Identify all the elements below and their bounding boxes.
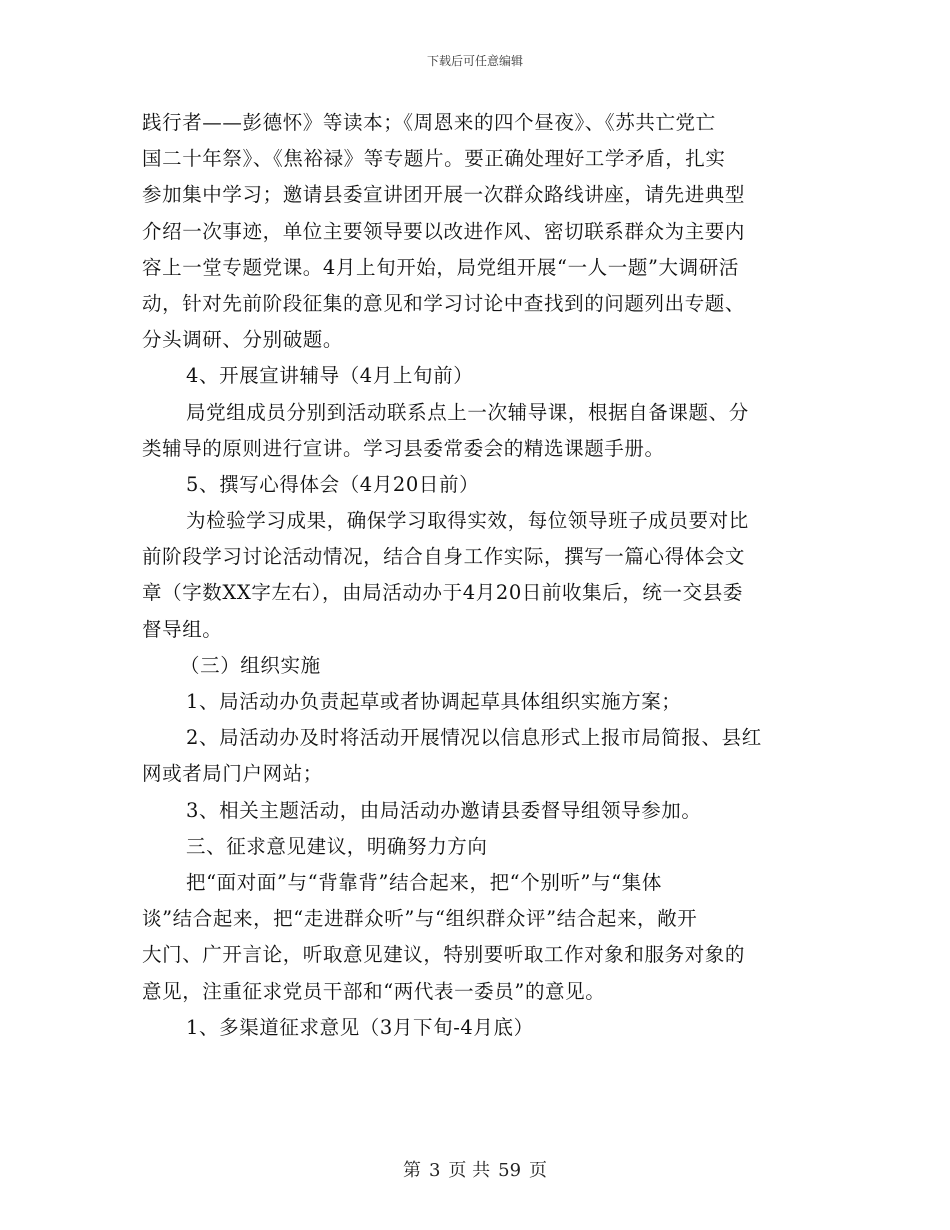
- footer-suffix: 页: [529, 1160, 548, 1181]
- paragraph-line: 践行者——彭德怀》等读本；《周恩来的四个昼夜》、《苏共亡党亡: [142, 111, 716, 134]
- paragraph-line: 意见，注重征求党员干部和“两代表一委员”的意见。: [142, 979, 606, 1003]
- footer-current-page: 3: [428, 1160, 441, 1181]
- paragraph-line: 国二十年祭》、《焦裕禄》等专题片。要正确处理好工学矛盾，扎实: [142, 147, 726, 171]
- footer-middle: 页 共: [448, 1160, 491, 1181]
- paragraph-line: 参加集中学习；邀请县委宣讲团开展一次群众路线讲座，请先进典型: [142, 183, 746, 207]
- section-heading: （三）组织实施: [180, 653, 321, 677]
- paragraph-line: 为检验学习成果，确保学习取得实效，每位领导班子成员要对比: [186, 509, 749, 533]
- list-item: 1、局活动办负责起草或者协调起草具体组织实施方案；: [186, 690, 682, 713]
- list-item: 2、局活动办及时将活动开展情况以信息形式上报市局简报、县红: [186, 726, 762, 750]
- section-heading: 4、开展宣讲辅导（4月上旬前）: [186, 364, 474, 388]
- paragraph-line: 督导组。: [142, 617, 223, 641]
- page-header-note: 下载后可任意编辑: [426, 54, 523, 68]
- document-body: [142, 105, 812, 1046]
- paragraph-line: 介绍一次事迹，单位主要领导要以改进作风、密切联系群众为主要内: [142, 219, 746, 243]
- list-item-continuation: 网或者局门户网站；: [142, 762, 323, 786]
- footer-prefix: 第: [402, 1160, 421, 1181]
- paragraph-line: 类辅导的原则进行宣讲。学习县委常委会的精选课题手册。: [142, 436, 665, 460]
- paragraph-line: 动，针对先前阶段征集的意见和学习讨论中查找到的问题列出专题、: [142, 291, 746, 315]
- paragraph-line: 谈”结合起来，把“走进群众听”与“组织群众评”结合起来，敞开: [142, 907, 698, 931]
- paragraph-line: 分头调研、分别破题。: [142, 328, 344, 352]
- section-heading: 三、征求意见建议，明确努力方向: [186, 834, 488, 858]
- page-number-footer: [0, 1156, 950, 1182]
- list-item: 3、相关主题活动，由局活动办邀请县委督导组领导参加。: [186, 798, 702, 822]
- footer-total-pages: 59: [498, 1160, 522, 1181]
- paragraph-line: 容上一堂专题党课。4月上旬开始，局党组开展“一人一题”大调研活: [142, 255, 739, 279]
- section-heading: 5、撰写心得体会（4月20日前）: [186, 472, 480, 496]
- paragraph-line: 局党组成员分别到活动联系点上一次辅导课，根据自备课题、分: [186, 400, 749, 424]
- paragraph-line: 章（字数XX字左右），由局活动办于4月20日前收集后，统一交县委: [142, 581, 743, 605]
- paragraph-line: 把“面对面”与“背靠背”结合起来，把“个别听”与“集体: [186, 870, 662, 894]
- section-heading: 1、多渠道征求意见（3月下旬-4月底）: [186, 1015, 534, 1039]
- paragraph-line: 大门、广开言论，听取意见建议，特别要听取工作对象和服务对象的: [142, 943, 746, 967]
- paragraph-line: 前阶段学习讨论活动情况，结合自身工作实际，撰写一篇心得体会文: [142, 545, 746, 569]
